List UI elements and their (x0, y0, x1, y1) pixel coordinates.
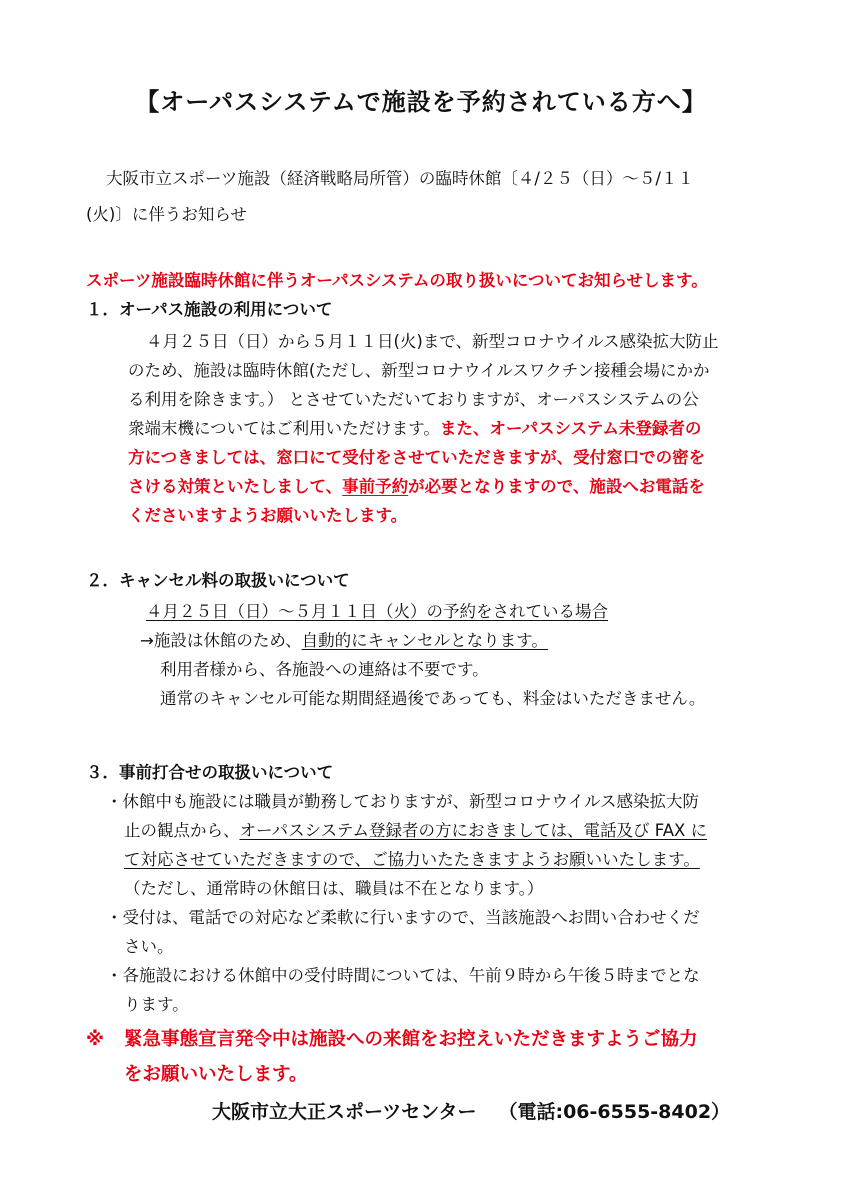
section3-heading: ３．事前打合せの取扱いについて (86, 763, 334, 782)
section1-line-4-normal: 衆端末機についてはご利用いただけます。 (128, 419, 440, 438)
section1-line-6 (128, 476, 705, 498)
registered-users-emphasis: オーパスシステム登録者の方におきましては、電話及び FAX に (239, 821, 708, 840)
section1-heading: １．オーパス施設の利用について (86, 300, 333, 319)
section1-line-7: くださいますようお願いいたします。 (128, 506, 408, 525)
section3-bullet2-line-2: さい。 (124, 937, 174, 956)
section2-line-4: 通常のキャンセル可能な期間経過後であっても、料金はいただきません。 (160, 689, 706, 708)
section2-line-1: ４月２５日（日）～５月１１日（火）の予約をされている場合 (146, 602, 608, 621)
section2-line-3: 利用者様から、各施設への連絡は不要です。 (160, 660, 489, 679)
section1-line-6-a: さける対策といたしまして、 (128, 477, 343, 496)
section1-line-2: のため、施設は臨時休館(ただし、新型コロナウイルスワクチン接種会場にかか (128, 361, 710, 380)
warning-line-1: 緊急事態宣言発令中は施設への来館をお控えいただきますようご協力 (124, 1029, 698, 1050)
warning-mark: ※ (86, 1029, 104, 1050)
facility-name: 大阪市立大正スポーツセンター (212, 1101, 477, 1123)
page-title: 【オーパスシステムで施設を予約されている方へ】 (135, 88, 707, 116)
phone-number: （電話:06-6555-8402） (498, 1101, 731, 1123)
section3-bullet1-line-2-a: 止の観点から、 (124, 821, 240, 840)
section3-bullet3-line-2: ります。 (124, 995, 189, 1014)
section3-bullet1-line-3: て対応させていただきますので、ご協力いたたきますようお願いいたします。 (124, 850, 700, 869)
section3-bullet2-line-1: ・受付は、電話での対応など柔軟に行いますので、当該施設へお問い合わせくだ (106, 908, 700, 927)
section2-line-2 (140, 630, 548, 652)
auto-cancel-emphasis: 自動的にキャンセルとなります。 (301, 631, 548, 650)
section1-line-3: る利用を除きます。） とさせていただいておりますが、オーパスシステムの公 (128, 390, 699, 409)
section3-bullet3-line-1: ・各施設における休館中の受付時間については、午前９時から午後５時までとな (106, 966, 700, 985)
section1-line-4 (128, 418, 701, 440)
notice-heading: スポーツ施設臨時休館に伴うオーパスシステムの取り扱いについてお知らせします。 (86, 271, 708, 290)
footer-contact (212, 1097, 730, 1124)
section3-bullet1-line-1: ・休館中も施設には職員が勤務しておりますが、新型コロナウイルス感染拡大防 (106, 792, 700, 811)
section1-line-4-red: また、オーパスシステム未登録者の (439, 419, 702, 438)
intro-line-2: (火)〕に伴うお知らせ (86, 205, 247, 224)
advance-reservation-emphasis: 事前予約 (342, 477, 409, 496)
section1-line-6-b: が必要となりますので、施設へお電話を (408, 477, 705, 496)
section1-line-5: 方につきましては、窓口にて受付をさせていただきますが、受付窓口での密を (128, 448, 706, 467)
warning-line-2: をお願いいたします。 (124, 1064, 308, 1085)
section2-heading: ２．キャンセル料の取扱いについて (86, 571, 350, 590)
section1-line-1: ４月２５日（日）から５月１１日(火)まで、新型コロナウイルス感染拡大防止 (146, 332, 719, 351)
section3-bullet1-line-4: （ただし、通常時の休館日は、職員は不在となります。） (124, 879, 544, 898)
section3-bullet1-line-2 (124, 820, 707, 842)
section2-line-2-a: →施設は休館のため、 (140, 631, 302, 650)
intro-line-1: 大阪市立スポーツ施設（経済戦略局所管）の臨時休館〔４/２５（日）～５/１１ (106, 169, 694, 188)
